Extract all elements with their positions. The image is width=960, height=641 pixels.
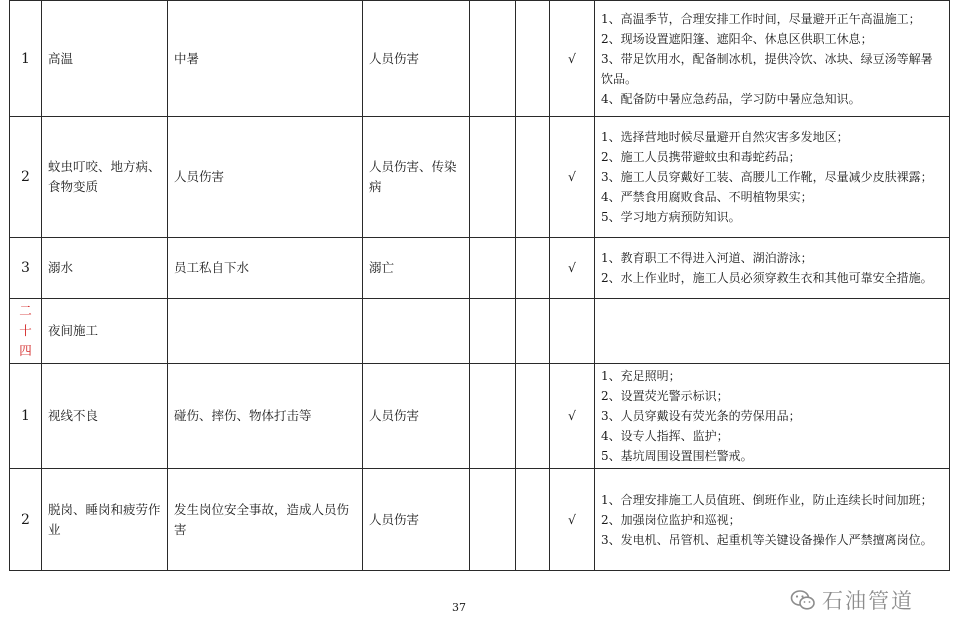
measure-item: 2、设置荧光警示标识；: [601, 389, 729, 403]
measure-item: 3、带足饮用水，配备制冰机，提供冷饮、冰块、绿豆汤等解暑饮品。: [601, 51, 933, 86]
row-number: 3: [10, 238, 42, 299]
measures-cell: [595, 469, 950, 571]
empty-cell: [516, 469, 550, 571]
row-number: 2: [10, 117, 42, 238]
empty-cell: [516, 299, 550, 364]
empty-cell: [470, 299, 516, 364]
watermark: [790, 585, 914, 615]
measure-item: 1、合理安排施工人员值班、倒班作业，防止连续长时间加班；: [601, 492, 933, 507]
cause-cell: 发生岗位安全事故，造成人员伤害: [168, 469, 363, 571]
check-mark: √: [550, 364, 595, 469]
section-number-char: 二: [19, 303, 32, 318]
row-number: 1: [10, 364, 42, 469]
cause-cell: 碰伤、摔伤、物体打击等: [168, 364, 363, 469]
consequence-cell: 人员伤害: [363, 469, 470, 571]
measure-item: 4、设专人指挥、监护；: [601, 429, 729, 443]
empty-cell: [516, 364, 550, 469]
section-row: [10, 299, 950, 364]
page-number: 37: [452, 601, 466, 614]
section-title: 夜间施工: [42, 299, 168, 364]
check-mark: √: [550, 238, 595, 299]
empty-cell: [470, 238, 516, 299]
hazard-cell: 蚊虫叮咬、地方病、食物变质: [42, 117, 168, 238]
empty-cell: [470, 469, 516, 571]
cause-cell: 人员伤害: [168, 117, 363, 238]
empty-cell: [595, 299, 950, 364]
table-row: [10, 117, 950, 238]
hazard-cell: 高温: [42, 1, 168, 117]
measure-item: 2、施工人员携带避蚊虫和毒蛇药品；: [601, 150, 801, 164]
table-row: [10, 1, 950, 117]
section-number-char: 四: [19, 343, 32, 358]
row-number: 2: [10, 469, 42, 571]
empty-cell: [516, 238, 550, 299]
consequence-cell: 溺亡: [363, 238, 470, 299]
measures-cell: [595, 117, 950, 238]
table-row: [10, 364, 950, 469]
measures-cell: [595, 238, 950, 299]
measure-item: 1、选择营地时候尽量避开自然灾害多发地区；: [601, 130, 849, 144]
measure-item: 5、基坑周围设置围栏警戒。: [601, 449, 753, 463]
empty-cell: [516, 117, 550, 238]
cause-cell: 中暑: [168, 1, 363, 117]
measure-item: 3、施工人员穿戴好工装、高腰儿工作靴，尽量减少皮肤裸露；: [601, 170, 933, 184]
measure-item: 1、教育职工不得进入河道、湖泊游泳；: [601, 251, 813, 265]
measures-cell: [595, 364, 950, 469]
table-row: [10, 238, 950, 299]
measure-item: 2、加强岗位监护和巡视；: [601, 512, 741, 527]
watermark-text: 石油管道: [822, 589, 914, 613]
section-number-char: 十: [19, 323, 32, 338]
measure-item: 3、人员穿戴设有荧光条的劳保用品；: [601, 409, 801, 423]
check-mark: √: [550, 469, 595, 571]
measure-item: 3、发电机、吊管机、起重机等关键设备操作人严禁擅离岗位。: [601, 532, 933, 547]
hazard-cell: 视线不良: [42, 364, 168, 469]
empty-cell: [516, 1, 550, 117]
measure-item: 4、配备防中暑应急药品，学习防中暑应急知识。: [601, 91, 861, 106]
check-mark: √: [550, 117, 595, 238]
hazard-cell: 溺水: [42, 238, 168, 299]
consequence-cell: 人员伤害、传染病: [363, 117, 470, 238]
measure-item: 2、现场设置遮阳篷、遮阳伞、休息区供职工休息；: [601, 31, 873, 46]
cause-cell: 员工私自下水: [168, 238, 363, 299]
measure-item: 5、学习地方病预防知识。: [601, 210, 741, 224]
row-number: 1: [10, 1, 42, 117]
hazard-cell: 脱岗、睡岗和疲劳作业: [42, 469, 168, 571]
wechat-icon: [790, 589, 816, 611]
consequence-cell: 人员伤害: [363, 364, 470, 469]
empty-cell: [470, 117, 516, 238]
consequence-cell: 人员伤害: [363, 1, 470, 117]
check-mark: √: [550, 1, 595, 117]
measure-item: 4、严禁食用腐败食品、不明植物果实；: [601, 190, 813, 204]
empty-cell: [470, 364, 516, 469]
risk-table: [9, 0, 950, 571]
measure-item: 1、充足照明；: [601, 369, 681, 383]
table-row: [10, 469, 950, 571]
measures-cell: [595, 1, 950, 117]
empty-cell: [363, 299, 470, 364]
measure-item: 1、高温季节，合理安排工作时间，尽量避开正午高温施工；: [601, 11, 921, 26]
measure-item: 2、水上作业时，施工人员必须穿救生衣和其他可靠安全措施。: [601, 271, 933, 285]
empty-cell: [168, 299, 363, 364]
empty-cell: [470, 1, 516, 117]
section-number: [10, 299, 42, 364]
empty-cell: [550, 299, 595, 364]
